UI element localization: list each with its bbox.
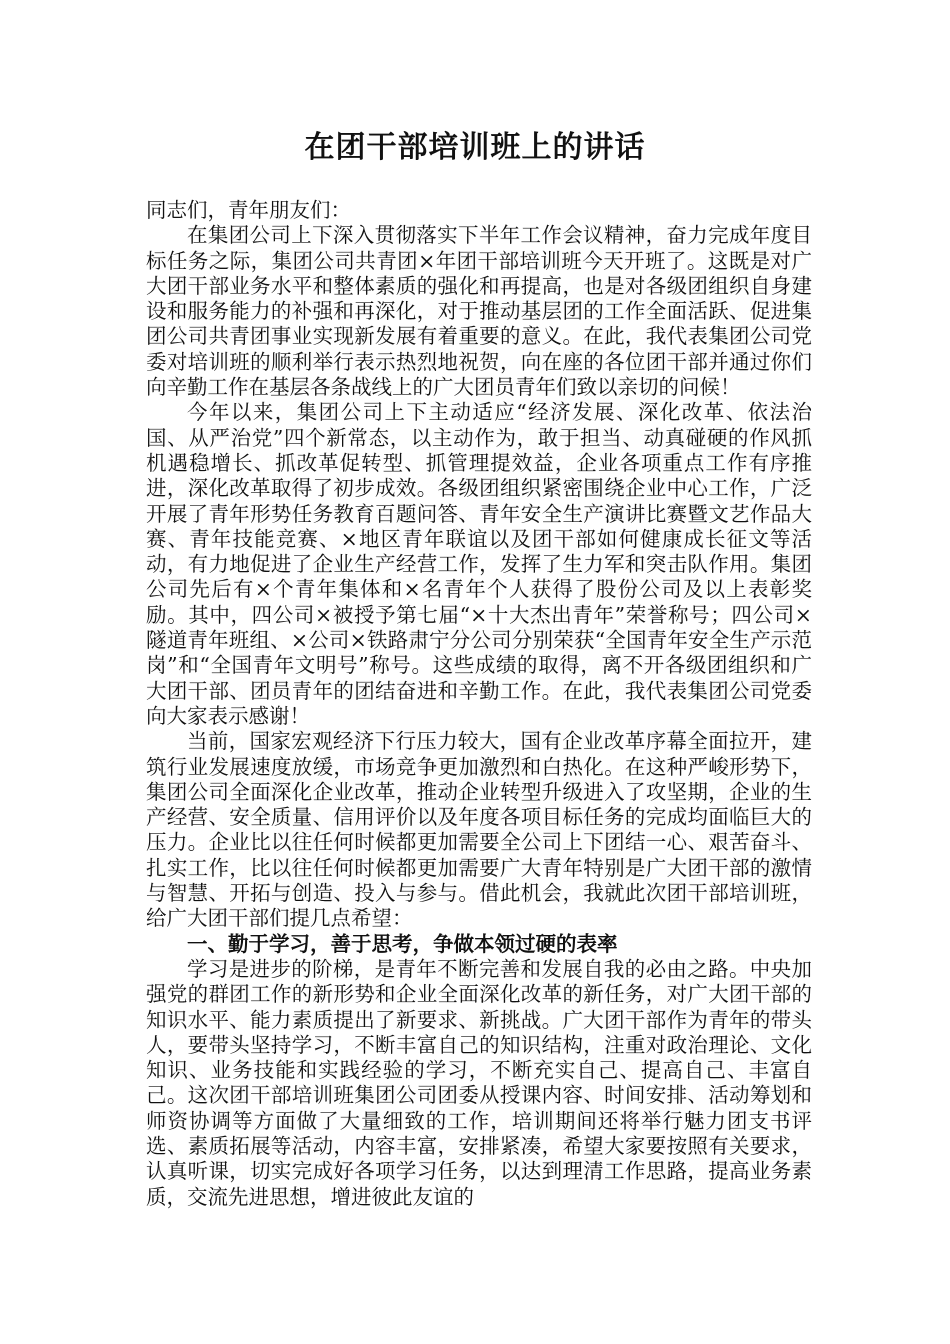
salutation: 同志们，青年朋友们： [146,198,351,222]
paragraph-study: 学习是进步的阶梯，是青年不断完善和发展自我的必由之路。中央加强党的群团工作的新形势和企业全面深化改革的新任务，对广大团干部的知识水平、能力素质提出了新要求、新挑战。广大团干部作为青年的带头人，要带头坚持学习，不断丰富自己的知识结构，注重对政治理论、文化知识、业务技能和实践经验的学习，不断充实自己、提高自己、丰富自己。这次团干部培训班集团公司团委从授课内容、时间安排、活动筹划和师资协调等方面做了大量细致的工作，培训期间还将举行魅力团支书评选、素质拓展等活动，内容丰富，安排紧凑，希望大家要按照有关要求，认真听课，切实完成好各项学习任务，以达到理清工作思路，提高业务素质，交流先进思想，增进彼此友谊的 [146,956,812,1209]
paragraph-opening: 在集团公司上下深入贯彻落实下半年工作会议精神，奋力完成年度目标任务之际，集团公司共青团×年团干部培训班今天开班了。这既是对广大团干部业务水平和整体素质的强化和再提高，也是对各级团组织自身建设和服务能力的补强和再深化，对于推动基层团的工作全面活跃、促进集团公司共青团事业实现新发展有着重要的意义。在此，我代表集团公司党委对培训班的顺利举行表示热烈地祝贺，向在座的各位团干部并通过你们向辛勤工作在基层各条战线上的广大团员青年们致以亲切的问候！ [146,223,812,400]
paragraph-achievements: 今年以来，集团公司上下主动适应“经济发展、深化改革、依法治国、从严治党”四个新常态，以主动作为，敢于担当、动真碰硬的作风抓机遇稳增长、抓改革促转型、抓管理提效益，企业各项重点工作有序推进，深化改革取得了初步成效。各级团组织紧密围绕企业中心工作，广泛开展了青年形势任务教育百题问答、青年安全生产演讲比赛暨文艺作品大赛、青年技能竞赛、×地区青年联谊以及团干部如何健康成长征文等活动，有力地促进了企业生产经营工作，发挥了生力军和突击队作用。集团公司先后有×个青年集体和×名青年个人获得了股份公司及以上表彰奖励。其中，四公司×被授予第七届“×十大杰出青年”荣誉称号；四公司×隧道青年班组、×公司×铁路肃宁分公司分别荣获“全国青年安全生产示范岗”和“全国青年文明号”称号。这些成绩的取得，离不开各级团组织和广大团干部、团员青年的团结奋进和辛勤工作。在此，我代表集团公司党委向大家表示感谢！ [146,400,812,728]
document-body [146,198,812,1210]
section-heading: 一、勤于学习，善于思考，争做本领过硬的表率 [187,931,618,956]
paragraph-situation: 当前，国家宏观经济下行压力较大，国有企业改革序幕全面拉开，建筑行业发展速度放缓，市场竞争更加激烈和白热化。在这种严峻形势下，集团公司全面深化企业改革，推动企业转型升级进入了攻坚期，企业的生产经营、安全质量、信用评价以及年度各项目标任务的完成均面临巨大的压力。企业比以往任何时候都更加需要全公司上下团结一心、艰苦奋斗、扎实工作，比以往任何时候都更加需要广大青年特别是广大团干部的激情与智慧、开拓与创造、投入与参与。借此机会，我就此次团干部培训班，给广大团干部们提几点希望： [146,729,812,931]
document-title: 在团干部培训班上的讲话 [304,130,646,165]
